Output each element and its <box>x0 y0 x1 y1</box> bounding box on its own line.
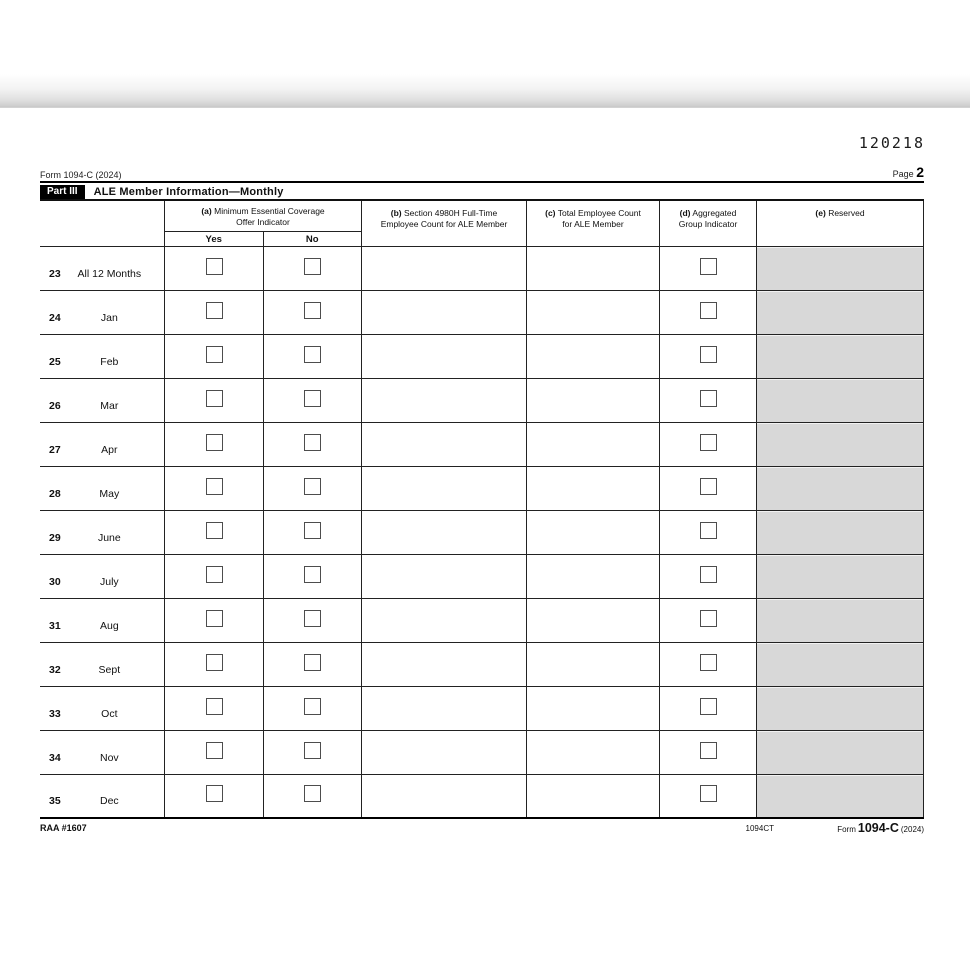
reserved-cell <box>757 775 924 817</box>
fulltime-count-field[interactable] <box>362 599 527 642</box>
yes-checkbox[interactable] <box>206 522 223 539</box>
col-b-line2: Employee Count for ALE Member <box>380 219 508 229</box>
table-row <box>40 775 924 819</box>
total-count-field[interactable] <box>527 467 660 510</box>
row-label: May <box>99 487 120 500</box>
no-checkbox[interactable] <box>304 566 321 583</box>
aggregated-group-cell <box>660 511 757 554</box>
min-coverage-yes-cell <box>165 291 264 334</box>
header-blank-cell <box>40 201 165 246</box>
footer-raa-label: RAA #1607 <box>40 823 87 833</box>
header-no: No <box>305 233 319 245</box>
table-row <box>40 511 924 555</box>
form-id-label: Form 1094-C (2024) <box>40 170 122 180</box>
no-checkbox[interactable] <box>304 654 321 671</box>
reserved-cell <box>757 511 924 554</box>
footer-form-year: (2024) <box>900 825 924 834</box>
col-c-prefix: (c) <box>545 208 556 218</box>
total-count-field[interactable] <box>527 511 660 554</box>
min-coverage-no-cell <box>264 599 362 642</box>
fulltime-count-field[interactable] <box>362 511 527 554</box>
footer-form-word: Form <box>837 825 856 834</box>
aggregated-group-checkbox[interactable] <box>700 785 717 802</box>
row-label-cell <box>40 247 165 290</box>
aggregated-group-checkbox[interactable] <box>700 698 717 715</box>
yes-checkbox[interactable] <box>206 346 223 363</box>
no-checkbox[interactable] <box>304 742 321 759</box>
min-coverage-yes-cell <box>165 687 264 730</box>
min-coverage-no-cell <box>264 775 362 817</box>
fulltime-count-field[interactable] <box>362 335 527 378</box>
col-a-prefix: (a) <box>201 206 212 216</box>
yes-checkbox[interactable] <box>206 654 223 671</box>
no-checkbox[interactable] <box>304 522 321 539</box>
row-label: Nov <box>100 751 119 764</box>
reserved-cell <box>757 379 924 422</box>
fulltime-count-field[interactable] <box>362 775 527 817</box>
header-col-a <box>165 201 362 246</box>
fulltime-count-field[interactable] <box>362 247 527 290</box>
min-coverage-yes-cell <box>165 467 264 510</box>
no-checkbox[interactable] <box>304 698 321 715</box>
reserved-cell <box>757 423 924 466</box>
row-number: 31 <box>49 619 61 632</box>
row-label: Oct <box>101 707 118 720</box>
col-b-line1: Section 4980H Full-Time <box>404 208 498 218</box>
part-badge: Part III <box>40 185 85 199</box>
aggregated-group-cell <box>660 423 757 466</box>
part-title: ALE Member Information—Monthly <box>93 186 284 198</box>
row-label: Sept <box>98 663 121 676</box>
min-coverage-yes-cell <box>165 643 264 686</box>
min-coverage-no-cell <box>264 291 362 334</box>
reserved-cell <box>757 599 924 642</box>
row-label-cell <box>40 687 165 730</box>
row-label: Dec <box>100 795 119 807</box>
min-coverage-no-cell <box>264 467 362 510</box>
col-e-line1: Reserved <box>828 208 865 218</box>
table-row <box>40 599 924 643</box>
no-checkbox[interactable] <box>304 258 321 275</box>
row-label-cell <box>40 731 165 774</box>
total-count-field[interactable] <box>527 335 660 378</box>
total-count-field[interactable] <box>527 247 660 290</box>
row-label: Jan <box>100 311 118 324</box>
footer-product-code: 1094CT <box>745 824 774 833</box>
row-label-cell <box>40 335 165 378</box>
page-footer <box>40 821 924 837</box>
aggregated-group-cell <box>660 775 757 817</box>
min-coverage-yes-cell <box>165 555 264 598</box>
scan-code: 120218 <box>858 134 925 152</box>
min-coverage-yes-cell <box>165 775 264 817</box>
reserved-cell <box>757 247 924 290</box>
row-number: 28 <box>49 487 61 500</box>
yes-checkbox[interactable] <box>206 698 223 715</box>
row-number: 33 <box>49 707 61 720</box>
min-coverage-no-cell <box>264 731 362 774</box>
aggregated-group-checkbox[interactable] <box>700 522 717 539</box>
aggregated-group-cell <box>660 467 757 510</box>
header-col-a-text <box>165 201 361 231</box>
page-number <box>893 164 924 180</box>
aggregated-group-cell <box>660 599 757 642</box>
total-count-field[interactable] <box>527 379 660 422</box>
fulltime-count-field[interactable] <box>362 423 527 466</box>
table-row <box>40 467 924 511</box>
min-coverage-yes-cell <box>165 511 264 554</box>
total-count-field[interactable] <box>527 423 660 466</box>
table-row <box>40 291 924 335</box>
min-coverage-no-cell <box>264 687 362 730</box>
fulltime-count-field[interactable] <box>362 731 527 774</box>
min-coverage-yes-cell <box>165 247 264 290</box>
aggregated-group-cell <box>660 687 757 730</box>
yes-checkbox[interactable] <box>206 434 223 451</box>
no-checkbox[interactable] <box>304 346 321 363</box>
total-count-field[interactable] <box>527 643 660 686</box>
reserved-cell <box>757 335 924 378</box>
total-count-field[interactable] <box>527 687 660 730</box>
aggregated-group-cell <box>660 731 757 774</box>
aggregated-group-cell <box>660 335 757 378</box>
row-number: 24 <box>49 311 61 324</box>
aggregated-group-checkbox[interactable] <box>700 346 717 363</box>
row-number: 34 <box>49 751 61 764</box>
aggregated-group-cell <box>660 291 757 334</box>
col-b-prefix: (b) <box>390 208 402 218</box>
col-c-line2: for ALE Member <box>562 219 624 229</box>
row-label: Aug <box>100 619 119 632</box>
row-number: 25 <box>49 355 61 368</box>
fulltime-count-field[interactable] <box>362 291 527 334</box>
table-row <box>40 687 924 731</box>
table-row <box>40 423 924 467</box>
aggregated-group-checkbox[interactable] <box>700 434 717 451</box>
min-coverage-yes-cell <box>165 731 264 774</box>
min-coverage-no-cell <box>264 555 362 598</box>
min-coverage-no-cell <box>264 379 362 422</box>
min-coverage-no-cell <box>264 643 362 686</box>
page-number-value: 2 <box>916 164 924 180</box>
reserved-cell <box>757 687 924 730</box>
yes-checkbox[interactable] <box>206 610 223 627</box>
aggregated-group-checkbox[interactable] <box>700 742 717 759</box>
col-e-prefix: (e) <box>815 208 826 218</box>
col-c-line1: Total Employee Count <box>557 208 641 218</box>
footer-form-id <box>837 821 924 835</box>
aggregated-group-cell <box>660 379 757 422</box>
row-label: July <box>100 575 119 588</box>
row-label: All 12 Months <box>77 267 142 280</box>
row-number: 35 <box>49 795 61 807</box>
table-row <box>40 247 924 291</box>
total-count-field[interactable] <box>527 291 660 334</box>
row-label-cell <box>40 555 165 598</box>
yes-checkbox[interactable] <box>206 390 223 407</box>
row-label-cell <box>40 643 165 686</box>
row-label-cell <box>40 379 165 422</box>
row-label-cell <box>40 423 165 466</box>
min-coverage-yes-cell <box>165 335 264 378</box>
no-checkbox[interactable] <box>304 390 321 407</box>
page-curl-shadow <box>0 74 970 108</box>
row-label: Apr <box>101 443 118 456</box>
table-row <box>40 555 924 599</box>
row-label: Feb <box>100 355 119 368</box>
page-word: Page <box>892 169 914 179</box>
yes-checkbox[interactable] <box>206 785 223 802</box>
aggregated-group-checkbox[interactable] <box>700 258 717 275</box>
yes-checkbox[interactable] <box>206 742 223 759</box>
col-d-line2: Group Indicator <box>678 219 738 229</box>
table-body <box>40 247 924 819</box>
yes-checkbox[interactable] <box>206 478 223 495</box>
min-coverage-yes-cell <box>165 423 264 466</box>
header-col-d <box>660 201 757 246</box>
row-number: 27 <box>49 443 61 456</box>
row-number: 30 <box>49 575 61 588</box>
min-coverage-no-cell <box>264 335 362 378</box>
no-checkbox[interactable] <box>304 610 321 627</box>
aggregated-group-cell <box>660 643 757 686</box>
reserved-cell <box>757 291 924 334</box>
aggregated-group-cell <box>660 247 757 290</box>
fulltime-count-field[interactable] <box>362 643 527 686</box>
col-a-line1: Minimum Essential Coverage <box>214 206 325 216</box>
no-checkbox[interactable] <box>304 478 321 495</box>
col-d-prefix: (d) <box>679 208 691 218</box>
table-row <box>40 379 924 423</box>
row-number: 29 <box>49 531 61 544</box>
total-count-field[interactable] <box>527 599 660 642</box>
reserved-cell <box>757 643 924 686</box>
min-coverage-no-cell <box>264 247 362 290</box>
row-number: 32 <box>49 663 61 676</box>
row-label-cell <box>40 511 165 554</box>
fulltime-count-field[interactable] <box>362 555 527 598</box>
yes-checkbox[interactable] <box>206 566 223 583</box>
aggregated-group-checkbox[interactable] <box>700 654 717 671</box>
total-count-field[interactable] <box>527 731 660 774</box>
total-count-field[interactable] <box>527 775 660 817</box>
min-coverage-yes-cell <box>165 599 264 642</box>
part-header <box>40 185 924 199</box>
table-row <box>40 731 924 775</box>
reserved-cell <box>757 467 924 510</box>
fulltime-count-field[interactable] <box>362 379 527 422</box>
header-yes: Yes <box>165 232 264 246</box>
row-number: 23 <box>49 267 61 280</box>
total-count-field[interactable] <box>527 555 660 598</box>
page-header <box>40 165 924 183</box>
aggregated-group-checkbox[interactable] <box>700 478 717 495</box>
aggregated-group-checkbox[interactable] <box>700 302 717 319</box>
reserved-cell <box>757 555 924 598</box>
header-col-e <box>757 201 924 246</box>
header-col-b <box>362 201 527 246</box>
row-label: June <box>97 531 121 544</box>
table-row <box>40 335 924 379</box>
table-row <box>40 643 924 687</box>
no-checkbox[interactable] <box>304 434 321 451</box>
row-label: Mar <box>100 399 119 412</box>
aggregated-group-cell <box>660 555 757 598</box>
min-coverage-no-cell <box>264 511 362 554</box>
aggregated-group-checkbox[interactable] <box>700 610 717 627</box>
yes-no-subheader <box>165 231 361 246</box>
reserved-cell <box>757 731 924 774</box>
yes-checkbox[interactable] <box>206 302 223 319</box>
fulltime-count-field[interactable] <box>362 467 527 510</box>
col-a-line2: Offer Indicator <box>236 217 290 227</box>
footer-form-number: 1094-C <box>857 821 899 835</box>
no-checkbox[interactable] <box>304 785 321 802</box>
col-d-line1: Aggregated <box>692 208 737 218</box>
min-coverage-no-cell <box>264 423 362 466</box>
table-header <box>40 201 924 247</box>
fulltime-count-field[interactable] <box>362 687 527 730</box>
monthly-table <box>40 199 924 819</box>
row-label-cell <box>40 467 165 510</box>
aggregated-group-checkbox[interactable] <box>700 390 717 407</box>
row-label-cell <box>40 291 165 334</box>
aggregated-group-checkbox[interactable] <box>700 566 717 583</box>
yes-checkbox[interactable] <box>206 258 223 275</box>
row-label-cell <box>40 599 165 642</box>
row-number: 26 <box>49 399 61 412</box>
row-label-cell <box>40 775 165 817</box>
no-checkbox[interactable] <box>304 302 321 319</box>
header-col-c <box>527 201 660 246</box>
min-coverage-yes-cell <box>165 379 264 422</box>
